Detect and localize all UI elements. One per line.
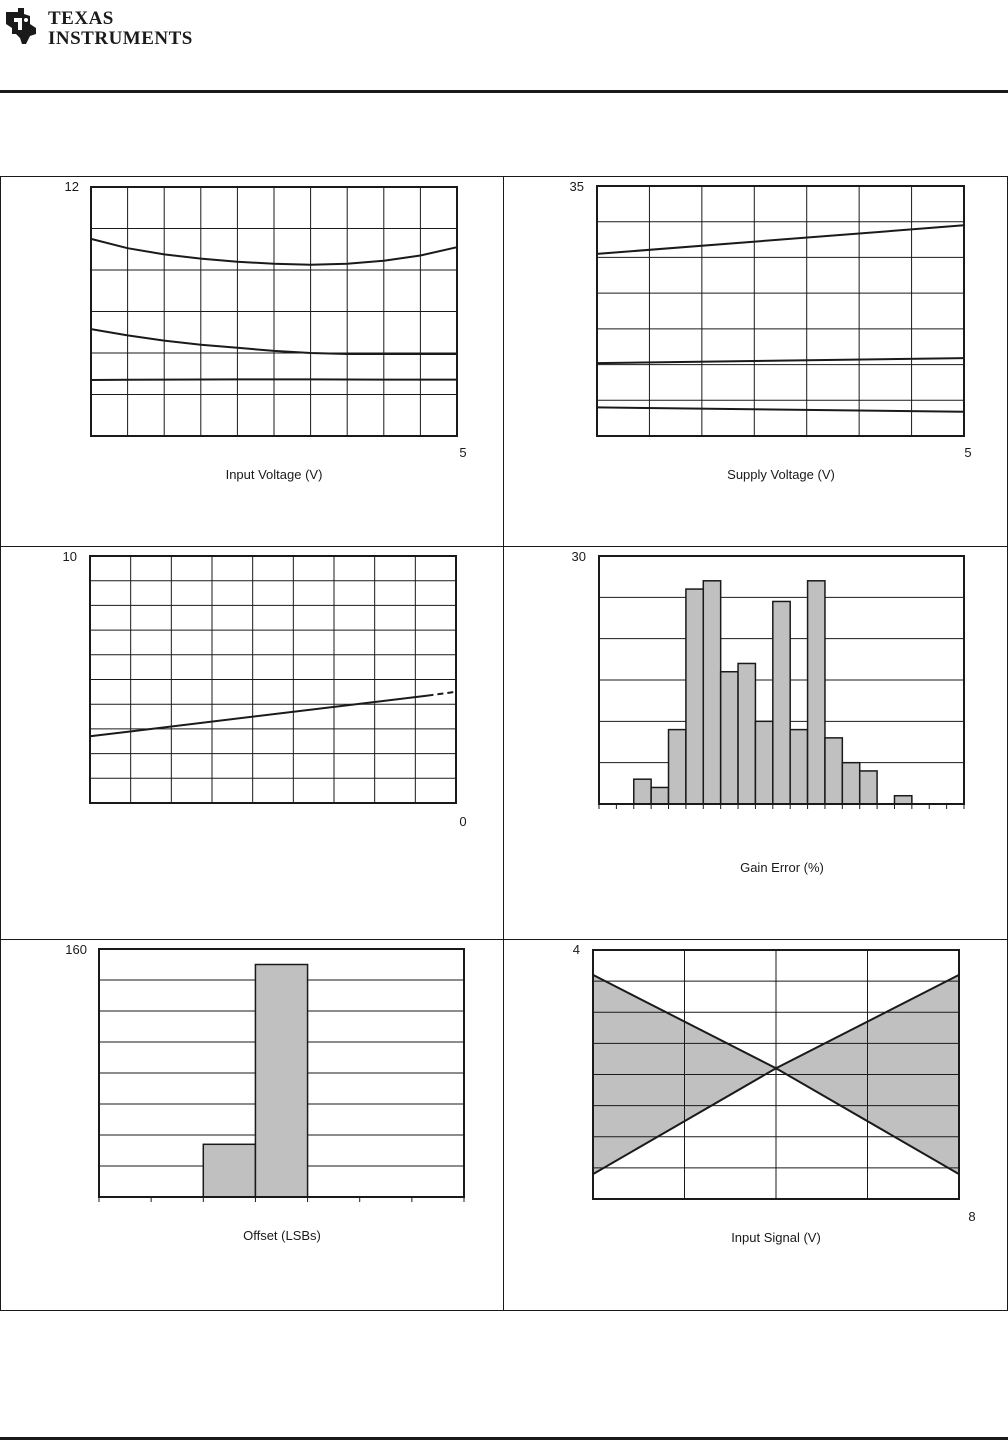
logo-text-line2: INSTRUMENTS	[48, 28, 193, 49]
histogram-bar	[721, 672, 738, 804]
page-header	[0, 0, 1008, 92]
x-axis-max-label: 8	[968, 1209, 976, 1224]
chart-svg	[1, 177, 506, 548]
company-logo	[0, 4, 193, 49]
x-axis-title: Gain Error (%)	[740, 860, 824, 875]
y-axis-max-label: 30	[571, 549, 586, 564]
y-axis-max-label: 35	[569, 179, 584, 194]
histogram-bar	[669, 730, 686, 804]
histogram-bar	[703, 581, 720, 804]
logo-text-line1: TEXAS	[48, 8, 114, 29]
x-axis-max-label: 0	[459, 814, 467, 829]
y-axis-max-label: 4	[572, 942, 580, 957]
chart-panel-input-voltage	[0, 176, 505, 547]
x-axis-title: Input Signal (V)	[731, 1230, 821, 1245]
x-axis-title: Offset (LSBs)	[243, 1228, 321, 1243]
chart-svg	[504, 177, 1008, 548]
chart-svg	[1, 940, 506, 1312]
chart-panel-offset-histogram	[0, 939, 505, 1311]
histogram-bar	[203, 1144, 255, 1197]
histogram-bar	[755, 721, 772, 804]
histogram-bar	[634, 779, 651, 804]
chart-panel-unlabeled-line	[0, 546, 505, 941]
histogram-bar	[894, 796, 911, 804]
plot-area	[597, 186, 964, 436]
x-axis-title: Supply Voltage (V)	[727, 467, 835, 482]
histogram-bar	[773, 601, 790, 804]
y-axis-max-label: 10	[62, 549, 77, 564]
histogram-bar	[738, 663, 755, 804]
chart-svg	[504, 547, 1008, 942]
x-axis-max-label: 5	[459, 445, 467, 460]
y-axis-max-label: 160	[65, 942, 87, 957]
histogram-bar	[860, 771, 877, 804]
histogram-bar	[255, 965, 307, 1198]
header-divider	[0, 90, 1008, 93]
chart-svg	[1, 547, 506, 942]
chart-svg	[504, 940, 1008, 1312]
series-line-3	[91, 379, 457, 380]
histogram-bar	[790, 730, 807, 804]
histogram-bar	[686, 589, 703, 804]
x-axis-title: Input Voltage (V)	[225, 467, 323, 482]
chart-panel-gain-error-histogram	[503, 546, 1008, 941]
chart-panel-input-signal-band	[503, 939, 1008, 1311]
histogram-bar	[825, 738, 842, 804]
y-axis-max-label: 12	[64, 179, 79, 194]
chart-panel-supply-voltage	[503, 176, 1008, 547]
x-axis-max-label: 5	[964, 445, 972, 460]
histogram-bar	[651, 787, 668, 804]
histogram-bar	[842, 763, 859, 804]
ti-state-icon	[0, 4, 44, 48]
histogram-bar	[808, 581, 825, 804]
